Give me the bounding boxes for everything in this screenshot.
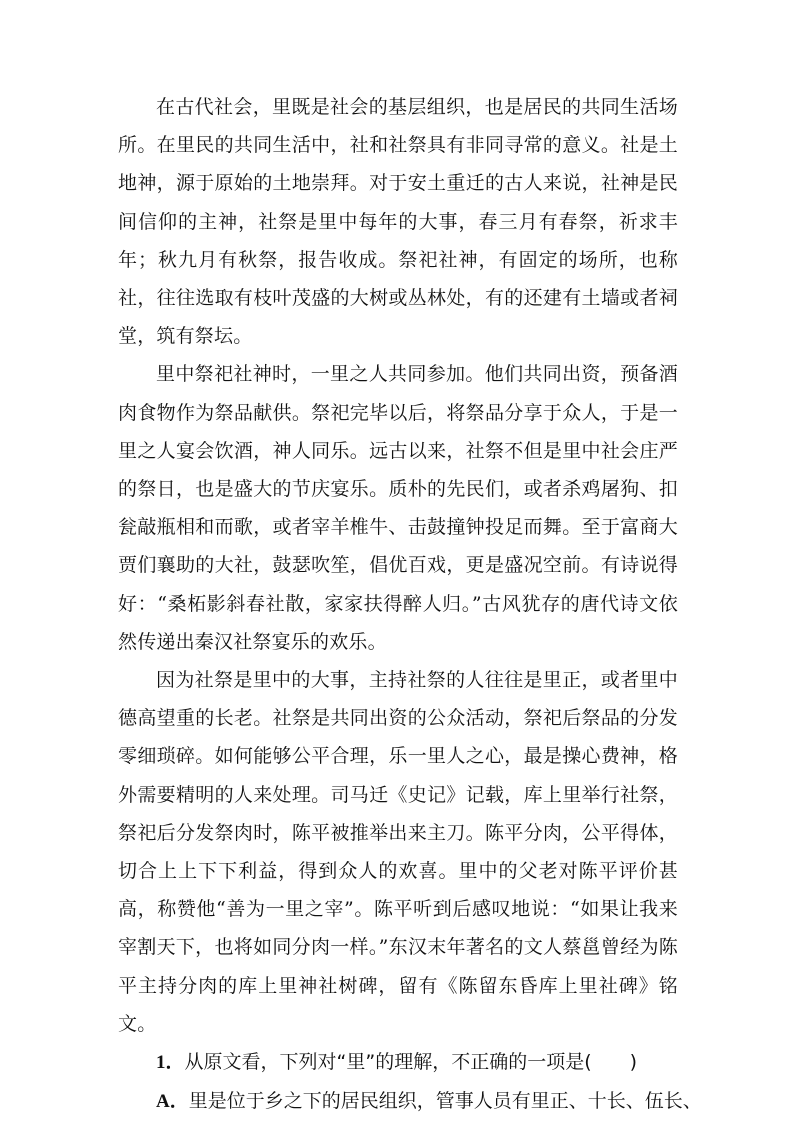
option-letter: A．: [156, 1091, 189, 1113]
option-a: [118, 1082, 702, 1121]
passage-paragraph-2: 里中祭祀社神时，一里之人共同参加。他们共同出资，预备酒肉食物作为祭品献供。祭祀完毕以后，将祭品分享于众人，于是一里之人宴会饮酒，神人同乐。远古以来，社祭不但是里中社会庄严的祭日，也是盛大的节庆宴乐。质朴的先民们，或者杀鸡屠狗、扣瓮敲瓶相和而歌，或者宰羊椎牛、击鼓撞钟投足而舞。至于富商大贾们襄助的大社，鼓瑟吹笙，倡优百戏，更是盛况空前。有诗说得好：“桑柘影斜春社散，家家扶得醉人归。”古风犹存的唐代诗文依然传递出秦汉社祭宴乐的欢乐。: [118, 363, 678, 653]
question-number: 1．: [156, 1052, 185, 1074]
question-text: 从原文看，下列对“里”的理解，不正确的一项是( ): [184, 1051, 638, 1074]
passage-paragraph-3: 因为社祭是里中的大事，主持社祭的人往往是里正，或者里中德高望重的长老。社祭是共同出资的公众活动，祭祀后祭品的分发零细琐碎。如何能够公平合理，乐一里人之心，最是操心费神，格外需要精明的人来处理。司马迁《史记》记载，库上里举行社祭，祭祀后分发祭肉时，陈平被推举出来主刀。陈平分肉，公平得体，切合上上下下利益，得到众人的欢喜。里中的父老对陈平评价甚高，称赞他“善为一里之宰”。陈平听到后感叹地说：“如果让我来宰割天下，也将如同分肉一样。”东汉末年著名的文人蔡邕曾经为陈平主持分肉的库上里神社树碑，留有《陈留东昏库上里社碑》铭文。: [118, 669, 678, 1035]
document-page: [118, 88, 702, 1121]
passage-paragraph-1: 在古代社会，里既是社会的基层组织，也是居民的共同生活场所。在里民的共同生活中，社和社祭具有非同寻常的意义。社是土地神，源于原始的土地崇拜。对于安土重迁的古人来说，社神是民间信仰的主神，社祭是里中每年的大事，春三月有春祭，祈求丰年；秋九月有秋祭，报告收成。祭祀社神，有固定的场所，也称社，往往选取有枝叶茂盛的大树或丛林处，有的还建有土墙或者祠堂，筑有祭坛。: [118, 96, 678, 348]
question-1: [118, 1043, 678, 1082]
option-text: 里是位于乡之下的居民组织，管事人员有里正、十长、伍长、: [188, 1090, 702, 1113]
